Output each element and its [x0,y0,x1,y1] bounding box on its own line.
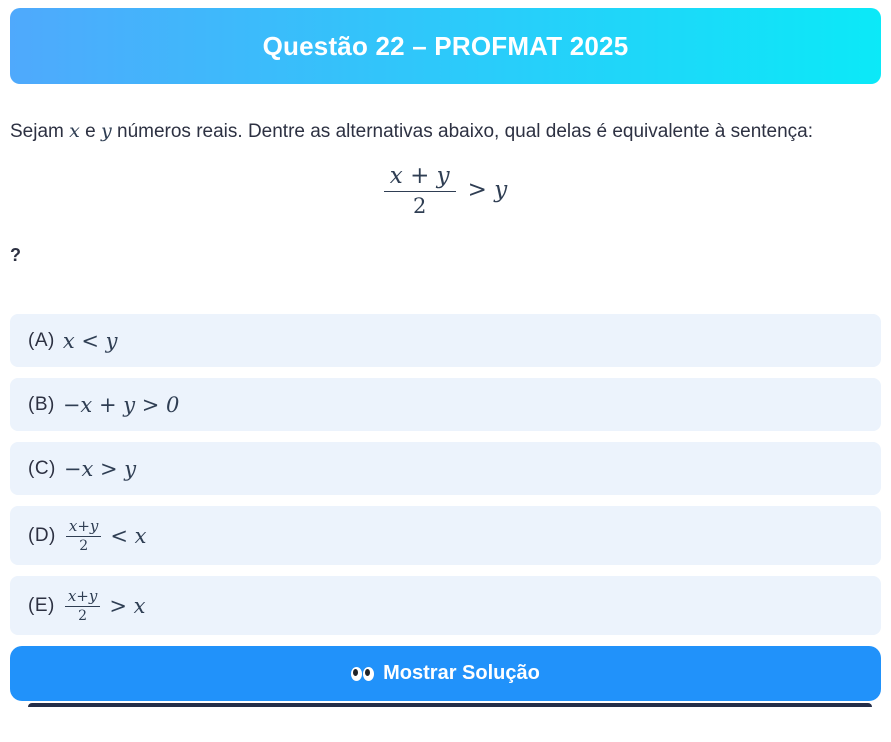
option-d[interactable] [10,506,881,565]
options-list [10,314,881,635]
math-var-y: y [100,120,112,142]
fraction-numerator: x+y [66,517,102,537]
option-d-fraction [66,517,102,554]
option-e-relation: > x [109,593,146,618]
question-text-segment: números reais. Dentre as alternativas abaixo, qual delas é equivalente à sentença: [111,121,814,142]
fraction-denominator: 2 [79,538,89,554]
option-b-label: (B) [28,393,55,415]
eyes-icon [351,667,374,681]
option-e-fraction [65,587,101,624]
option-a[interactable] [10,314,881,367]
show-solution-button[interactable] [10,646,881,701]
fraction-denominator: 2 [413,193,427,218]
question-text-segment: Sejam [10,121,70,142]
option-a-expression: x < y [62,328,118,353]
question-text-segment: e [79,121,101,142]
option-e[interactable] [10,576,881,635]
formula-fraction [384,163,456,218]
fraction-numerator: x + y [384,163,456,192]
option-c[interactable] [10,442,881,495]
option-b-expression: −x + y > 0 [62,392,180,417]
main-formula [10,161,881,219]
formula-relation: > y [467,177,508,203]
next-section-edge [28,703,872,707]
option-e-label: (E) [28,594,55,616]
question-title: Questão 22 – PROFMAT 2025 [262,30,629,61]
question-statement [10,112,881,151]
option-d-relation: < x [110,523,147,548]
option-d-label: (D) [28,524,56,546]
math-var-x: x [69,120,80,142]
fraction-numerator: x+y [65,587,101,607]
show-solution-label: Mostrar Solução [383,662,540,684]
question-mark: ? [10,245,21,265]
fraction-denominator: 2 [78,608,88,624]
option-a-label: (A) [28,329,55,351]
question-header-banner [10,8,881,84]
option-b[interactable] [10,378,881,431]
option-c-expression: −x > y [63,456,137,481]
option-c-label: (C) [28,457,56,479]
